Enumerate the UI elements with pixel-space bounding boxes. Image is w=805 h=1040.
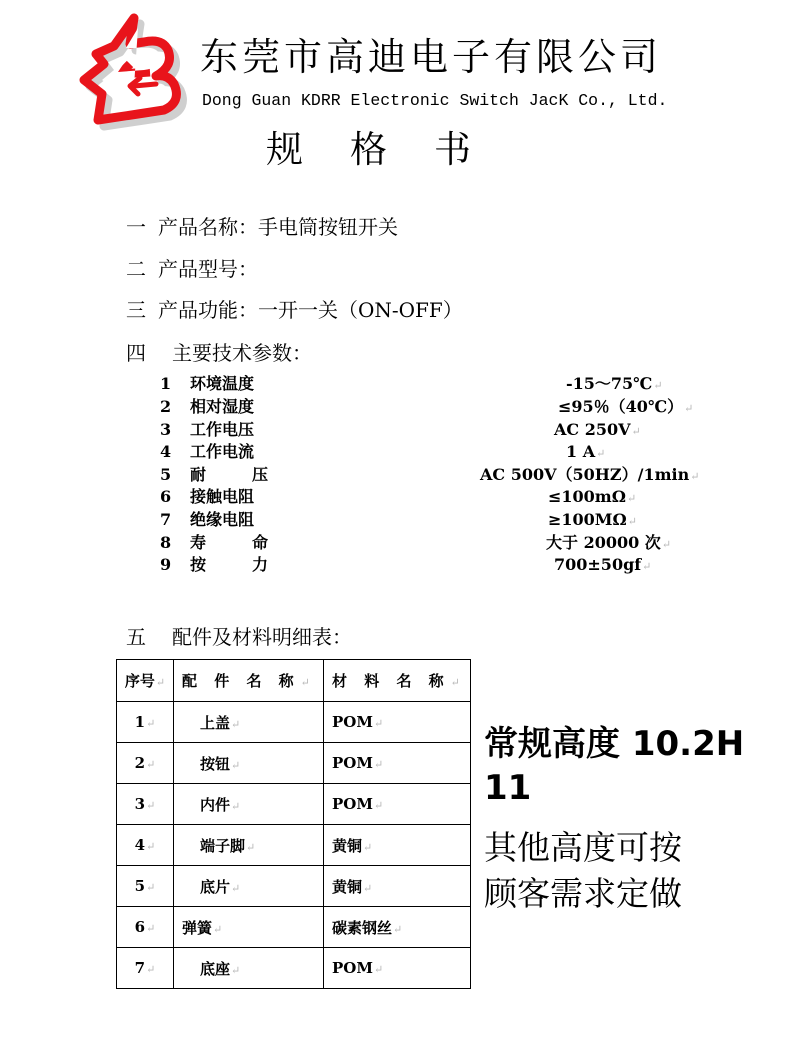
cell-part-name: 端子脚↵ xyxy=(174,825,324,866)
parameter-label: 耐 压 xyxy=(190,465,268,484)
document-title: 规格书 xyxy=(266,128,518,171)
parameter-value: AC 250V↵ xyxy=(554,420,641,439)
parameter-index: 1 xyxy=(160,374,172,393)
cell-part-name: 内件↵ xyxy=(174,784,324,825)
cell-no: 6↵ xyxy=(117,907,174,948)
parameter-row xyxy=(160,554,720,576)
parameter-label: 按 力 xyxy=(190,555,268,574)
parameter-label: 接触电阻 xyxy=(190,487,255,506)
parameter-row xyxy=(160,509,720,531)
section-label: 产品功能：一开一关（ON-OFF） xyxy=(158,298,463,322)
parameter-row xyxy=(160,419,720,441)
cell-part-name: 底片↵ xyxy=(174,866,324,907)
company-name-en: Dong Guan KDRR Electronic Switch JacK Co., Ltd. xyxy=(202,91,668,110)
parameter-label: 相对湿度 xyxy=(190,397,255,416)
parameter-index: 6 xyxy=(160,487,172,506)
cell-material: 碳素钢丝↵ xyxy=(324,907,471,948)
table-row xyxy=(117,743,471,784)
cell-material: 黄铜↵ xyxy=(324,866,471,907)
table-row xyxy=(117,825,471,866)
section-product-model xyxy=(126,256,258,282)
parameter-label: 绝缘电阻 xyxy=(190,510,255,529)
cell-no: 4↵ xyxy=(117,825,174,866)
cell-part-name: 弹簧↵ xyxy=(174,907,324,948)
parameter-row xyxy=(160,441,720,463)
parameter-value: ≥100MΩ↵ xyxy=(548,510,637,529)
parameter-row xyxy=(160,396,720,418)
cell-no: 3↵ xyxy=(117,784,174,825)
parameter-label: 寿 命 xyxy=(190,533,268,552)
parameter-value: AC 500V（50HZ）/1min↵ xyxy=(480,465,700,484)
cell-no: 7↵ xyxy=(117,948,174,989)
parameter-index: 3 xyxy=(160,420,172,439)
table-row xyxy=(117,866,471,907)
parameter-index: 9 xyxy=(160,555,172,574)
kdrr-logo-icon xyxy=(74,10,194,142)
section-number: 一 xyxy=(126,215,146,239)
table-row xyxy=(117,907,471,948)
standard-height-note: 常规高度 10.2H xyxy=(484,724,745,764)
parameter-value: 1 A↵ xyxy=(566,442,606,461)
cell-material: POM↵ xyxy=(324,743,471,784)
cell-material: POM↵ xyxy=(324,948,471,989)
table-row xyxy=(117,702,471,743)
section-label: 产品型号： xyxy=(158,257,258,281)
parameter-label: 工作电流 xyxy=(190,442,255,461)
company-logo xyxy=(74,10,194,142)
parameter-row xyxy=(160,486,720,508)
section-parts-materials xyxy=(126,624,352,650)
section-number: 三 xyxy=(126,298,146,322)
parameter-row xyxy=(160,373,720,395)
parts-materials-table xyxy=(116,659,471,989)
section-label: 配件及材料明细表： xyxy=(172,625,352,649)
header-no: 序号↵ xyxy=(117,660,174,702)
cell-material: POM↵ xyxy=(324,784,471,825)
section-product-function xyxy=(126,297,463,323)
cell-material: 黄铜↵ xyxy=(324,825,471,866)
standard-height-note-cont: 11 xyxy=(484,768,532,808)
custom-height-note-cont: 顾客需求定做 xyxy=(484,874,682,913)
cell-part-name: 底座↵ xyxy=(174,948,324,989)
cell-part-name: 按钮↵ xyxy=(174,743,324,784)
company-name-cn: 东莞市高迪电子有限公司 xyxy=(200,35,663,79)
parameter-value: ≤95％（40℃）↵ xyxy=(558,397,694,416)
header-material-name: 材 料 名 称↵ xyxy=(324,660,471,702)
cell-no: 2↵ xyxy=(117,743,174,784)
table-row xyxy=(117,784,471,825)
table-row xyxy=(117,948,471,989)
section-label: 主要技术参数： xyxy=(172,341,312,365)
cell-material: POM↵ xyxy=(324,702,471,743)
parameter-value: -15～75℃↵ xyxy=(566,374,663,393)
cell-part-name: 上盖↵ xyxy=(174,702,324,743)
parameter-index: 4 xyxy=(160,442,172,461)
parameter-value: ≤100mΩ↵ xyxy=(548,487,637,506)
parameter-label: 环境温度 xyxy=(190,374,255,393)
section-number: 五 xyxy=(126,625,146,649)
section-number: 四 xyxy=(126,341,146,365)
parameter-index: 7 xyxy=(160,510,172,529)
section-number: 二 xyxy=(126,257,146,281)
parameter-value: 大于 20000 次↵ xyxy=(546,533,672,552)
section-product-name xyxy=(126,214,398,240)
parameter-index: 5 xyxy=(160,465,172,484)
section-technical-parameters xyxy=(126,340,312,366)
parameter-value: 700±50gf↵ xyxy=(554,555,652,574)
cell-no: 5↵ xyxy=(117,866,174,907)
section-label: 产品名称：手电筒按钮开关 xyxy=(158,215,398,239)
parameter-index: 8 xyxy=(160,533,172,552)
custom-height-note: 其他高度可按 xyxy=(484,828,682,867)
parameter-label: 工作电压 xyxy=(190,420,255,439)
header-part-name: 配 件 名 称↵ xyxy=(174,660,324,702)
parameter-row xyxy=(160,464,720,486)
table-header-row xyxy=(117,660,471,702)
parameter-index: 2 xyxy=(160,397,172,416)
cell-no: 1↵ xyxy=(117,702,174,743)
parameter-row xyxy=(160,532,720,554)
